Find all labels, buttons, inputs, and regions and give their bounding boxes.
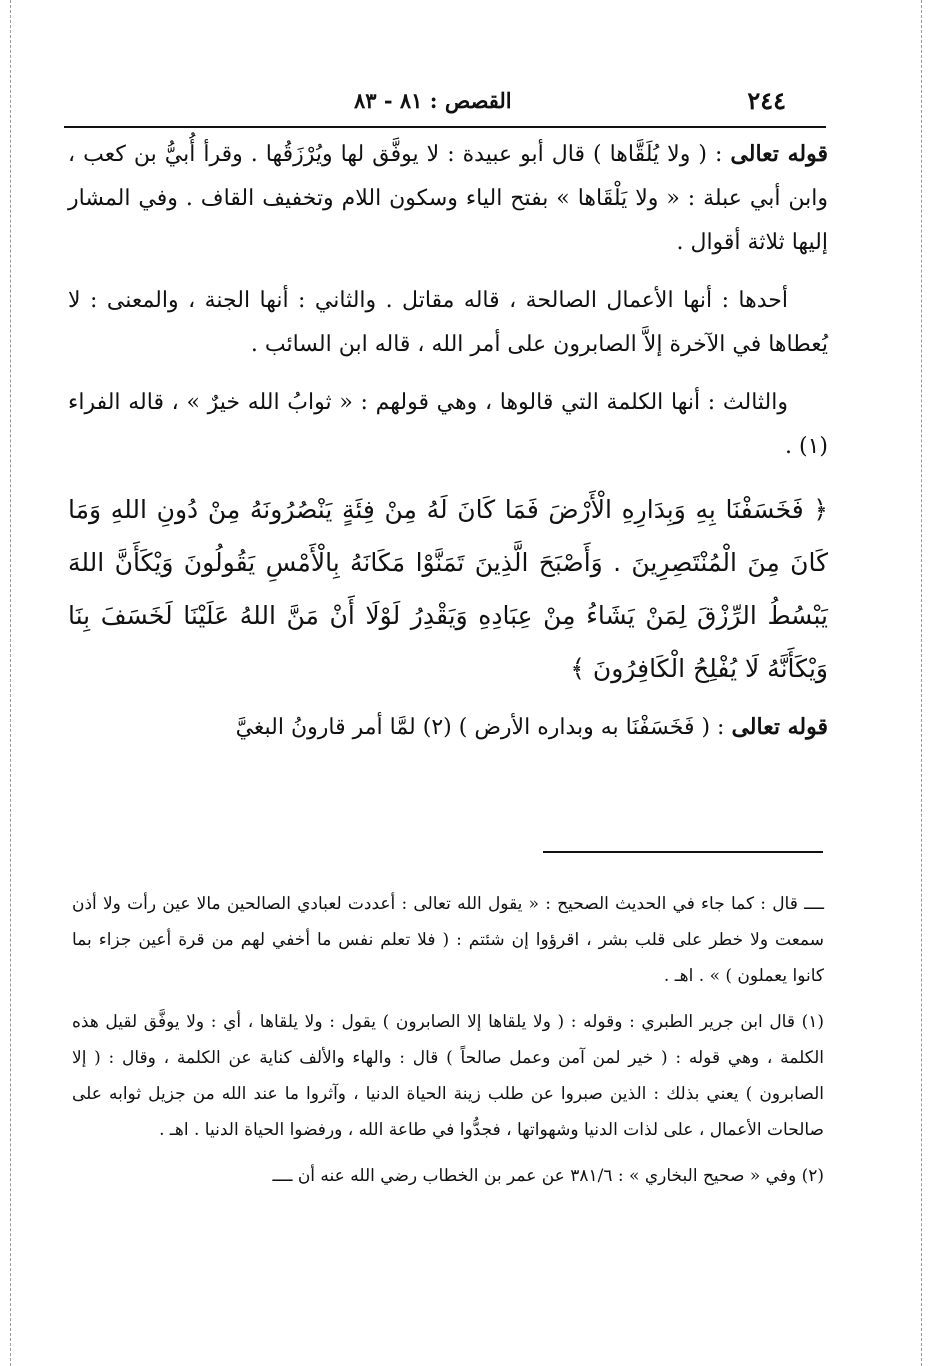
page-number: ٢٤٤	[747, 86, 786, 115]
quran-verse-block: ﴿ فَخَسَفْنَا بِهِ وَبِدَارِهِ الْأَرْضَ فَمَا كَانَ لَهُ مِنْ فِئَةٍ يَنْصُرُونَهُ مِنْ دُونِ اللهِ وَمَا كَانَ مِنَ الْمُنْتَصِرِينَ . وَأَصْبَحَ الَّذِينَ تَمَنَّوْا مَكَانَهُ بِالْأَمْسِ يَقُولُونَ وَيْكَأَنَّ اللهَ يَبْسُطُ الرِّزْقَ لِمَنْ يَشَاءُ مِنْ عِبَادِهِ وَيَقْدِرُ لَوْلَا أَنْ مَنَّ اللهُ عَلَيْنَا لَخَسَفَ بِنَا وَيْكَأَنَّهُ لَا يُفْلِحُ الْكَافِرُونَ ﴾	[68, 495, 828, 683]
commentary-lead-1: قوله تعالى	[730, 141, 828, 167]
commentary-paragraph-4	[68, 705, 828, 750]
footnote-continued: ــــ قال : كما جاء في الحديث الصحيح : « يقول الله تعالى : أعددت لعبادي الصالحين مالا عين رأت ولا أذن سمعت ولا خطر على قلب بشر ، اقرؤوا إن شئتم : ( فلا تعلم نفس ما أخفي لهم من قرة أعين جزاء بما كانوا يعملون ) » . اهـ .	[72, 894, 824, 986]
footnote-2: (٢) وفي « صحيح البخاري » : ٣٨١/٦ عن عمر بن الخطاب رضي الله عنه أن ــــ	[272, 1166, 824, 1186]
page-header	[64, 86, 824, 116]
left-crop-line	[10, 0, 11, 1366]
running-title: القصص : ٨١ - ٨٣	[354, 88, 512, 113]
commentary-text-1: : ( ولا يُلَقَّاها ) قال أبو عبيدة : لا يوفَّق لها ويُرْزَقُها . وقرأ أُبيُّ بن كعب ، وابن أبي عبلة : « ولا يَلْقَاها » بفتح الياء وسكون اللام وتخفيف القاف . وفي المشار إليها ثلاثة أقوال .	[68, 142, 828, 255]
commentary-lead-4: قوله تعالى	[731, 714, 828, 740]
commentary-paragraph-3: والثالث : أنها الكلمة التي قالوها ، وهي قولهم : « ثوابُ الله خيرٌ » ، قاله الفراء (١) .	[68, 390, 828, 459]
main-text	[68, 132, 828, 764]
footnotes	[72, 886, 824, 1204]
commentary-paragraph-1	[68, 132, 828, 265]
footnote-1: (١) قال ابن جرير الطبري : وقوله : ( ولا يلقاها إلا الصابرون ) يقول : ولا يلقاها ، أي : ولا يوفَّق لقيل هذه الكلمة ، وهي قوله : ( خير لمن آمن وعمل صالحاً ) قال : والهاء والألف كناية عن الكلمة ، وقال : ( إلا الصابرون ) يعني بذلك : الذين صبروا عن طلب زينة الحياة الدنيا ، وآثروا ما عند الله من جزيل ثوابه على صالحات الأعمال ، على لذات الدنيا وشهواتها ، فجدُّوا في طاعة الله ، ورفضوا الحياة الدنيا . اهـ .	[72, 1012, 824, 1140]
commentary-text-4: : ( فَخَسَفْنَا به وبداره الأرض ) (٢) لمَّا أمر قارونُ البغيَّ	[235, 715, 725, 740]
right-crop-line	[921, 0, 922, 1366]
header-rule	[64, 126, 826, 128]
footnote-rule	[543, 851, 823, 853]
commentary-paragraph-2: أحدها : أنها الأعمال الصالحة ، قاله مقاتل . والثاني : أنها الجنة ، والمعنى : لا يُعطاها في الآخرة إلاَّ الصابرون على أمر الله ، قاله ابن السائب .	[68, 288, 828, 357]
